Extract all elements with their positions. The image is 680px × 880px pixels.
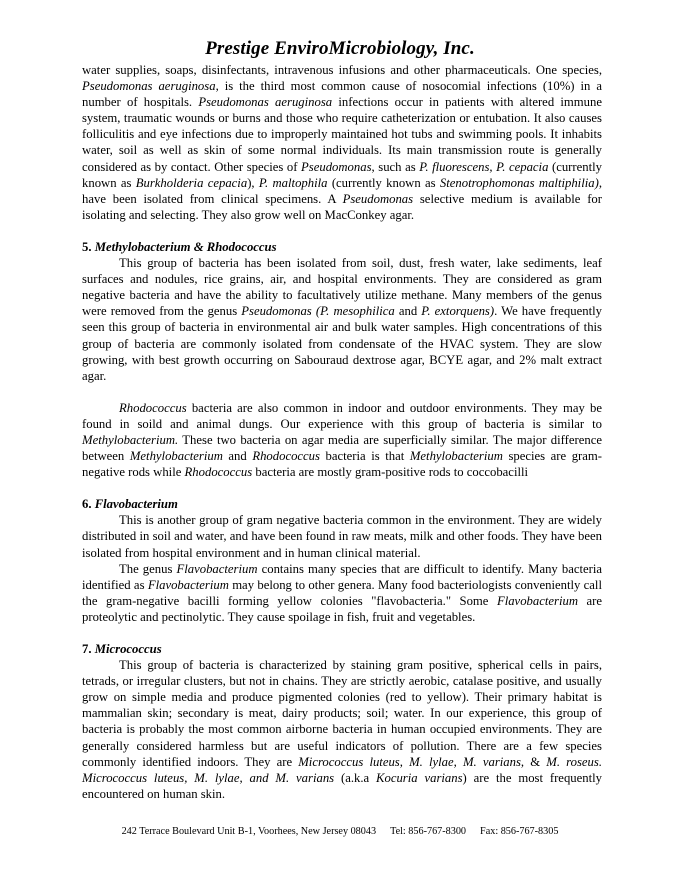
- document-body: [82, 62, 602, 802]
- text-run: This is another group of gram negative bacteria common in the environment. They are widely distributed in soil and water, and have been found in raw meats, milk and other foods. They have been isolated from hospital environment and in human clinical material.: [82, 513, 602, 560]
- text-run: ) are the most frequently encountered on human skin.: [82, 770, 602, 801]
- section-paragraph: [82, 561, 602, 625]
- footer-tel: Tel: 856-767-8300: [390, 826, 467, 837]
- italic-text: M. roseus. Micrococcus luteus, M. lylae, and M. varians: [82, 754, 603, 785]
- text-run: This group of bacteria is characterized by staining gram positive, spherical cells in pairs, tetrads, or irregular clusters, but not in chains. They are strictly aerobic, catalase positive, and usually grow on simple media and produce pigmented colonies (red to yellow). Their primary habitat is mammalian skin; secondary is meat, dairy products; soil; water. In our experience, this group of bacteria is probably the most common airborne bacteria in human occupied environments. They are generally considered harmless but are useful indicators of pollution. There are a few species commonly identified indoors. They are: [82, 658, 602, 769]
- italic-text: Micrococcus luteus, M. lylae, M. varians,: [298, 754, 525, 769]
- section-title: Methylobacterium & Rhodococcus: [94, 239, 277, 254]
- section-number: 7.: [82, 642, 92, 656]
- text-run: (a.k.a: [334, 770, 377, 785]
- section-heading-micrococcus: [82, 641, 602, 657]
- italic-text: Rhodococcus: [184, 465, 253, 480]
- italic-text: Pseudomonas: [342, 191, 414, 206]
- text-run: &: [524, 754, 547, 769]
- italic-text: Methylobacterium: [129, 449, 223, 464]
- text-run: These two bacteria on agar media are superficially similar. The major difference between: [82, 432, 602, 464]
- text-run: ),: [247, 175, 259, 190]
- section-paragraph: [82, 512, 602, 560]
- page-header: Prestige EnviroMicrobiology, Inc.: [205, 38, 475, 59]
- italic-text: Flavobacterium: [147, 577, 229, 592]
- italic-text: Pseudomonas (P. mesophilica: [241, 304, 395, 319]
- section-paragraph: [82, 657, 602, 802]
- italic-text: Stenotrophomonas maltiphilia): [439, 175, 599, 190]
- text-run: selective medium is available for isolating and selecting. They also grow well on MacConkey agar.: [82, 191, 602, 222]
- text-run: (currently known as: [82, 159, 603, 190]
- text-run: The genus: [119, 561, 177, 576]
- italic-text: Flavobacterium: [496, 593, 578, 608]
- footer-address: 242 Terrace Boulevard Unit B-1, Voorhees, New Jersey 08043: [121, 826, 377, 837]
- text-run: are proteolytic and pectinolytic. They cause spoilage in fish, fruit and vegetables.: [82, 593, 602, 624]
- italic-text: Rhodococcus: [252, 449, 320, 464]
- italic-text: Kocuria varians: [376, 770, 463, 785]
- text-run: This group of bacteria has been isolated from soil, dust, fresh water, lake sediments, leaf surfaces and nodules, rice grains, air, and hospital environments. They are considered as gram negative bacteria and have the ability to facultatively utilize methane. Many members of the genus were removed from the genus: [82, 256, 602, 319]
- section-heading-flavobacterium: [82, 496, 602, 512]
- spacer: [82, 480, 602, 496]
- italic-text: Flavobacterium: [176, 561, 258, 576]
- italic-text: P. fluorescens, P. cepacia: [419, 159, 549, 174]
- text-run: may belong to other genera. Many food bacteriologists conveniently call the gram-negative bacilli forming yellow colonies "flavobacteria." Some: [82, 577, 602, 608]
- section-number: 6.: [82, 497, 92, 512]
- text-run: , have been isolated from clinical specimens. A: [82, 175, 602, 206]
- footer-fax: Fax: 856-767-8305: [480, 826, 559, 837]
- section-number: 5.: [82, 239, 92, 254]
- italic-text: Burkholderia cepacia: [135, 175, 248, 190]
- spacer: [82, 625, 602, 641]
- italic-text: Pseudomonas: [301, 159, 372, 174]
- section-heading-methylobacterium: [82, 239, 602, 255]
- italic-text: P. extorquens): [421, 304, 495, 319]
- text-run: contains many species that are difficult to identify. Many bacteria identified as: [82, 561, 602, 592]
- section-paragraph: [82, 255, 602, 384]
- page-footer: [0, 826, 680, 837]
- text-run: species are gram-negative rods while: [82, 449, 602, 480]
- intro-paragraph: [82, 62, 602, 223]
- text-run: . We have frequently seen this group of bacteria in environmental air and bulk water samples. High concentrations of this group of bacteria are commonly isolated from condensate of the HVAC system. They are slow growing, with best growth occurring on Sabouraud dextrose agar, BCYE agar, and 2% malt extract agar.: [82, 304, 602, 383]
- spacer: [82, 384, 602, 400]
- text-run: and: [394, 304, 422, 319]
- italic-text: Pseudomonas aeruginosa: [198, 95, 333, 110]
- spacer: [82, 223, 602, 239]
- italic-text: Methylobacterium.: [82, 432, 179, 447]
- text-run: bacteria are mostly gram-positive rods to coccobacilli: [252, 465, 529, 480]
- text-run: (currently known as: [327, 175, 440, 190]
- section-paragraph: [82, 400, 602, 480]
- section-title: Flavobacterium: [94, 497, 178, 512]
- italic-text: Methylobacterium: [409, 449, 503, 464]
- text-run: bacteria is that: [319, 449, 410, 464]
- text-run: water supplies, soaps, disinfectants, intravenous infusions and other pharmaceuticals. One species,: [82, 63, 602, 77]
- italic-text: P. maltophila: [258, 175, 328, 190]
- section-title: Micrococcus: [94, 642, 162, 656]
- text-run: and: [222, 449, 253, 464]
- italic-text: Pseudomonas aeruginosa: [82, 79, 216, 94]
- text-run: infections occur in patients with altered immune system, traumatic wounds or burns and those who require catheterization or entubation. It also causes folliculitis and eye infections due to improperly maintained hot tubs and swimming pools. It inhabits water, soil as well as skin of some normal individuals. Its main transmission route is generally considered as by contact. Other species of: [82, 95, 602, 174]
- text-run: , is the third most common cause of nosocomial infections (10%) in a number of hospitals.: [82, 79, 602, 110]
- italic-text: Rhodococcus: [119, 400, 187, 415]
- text-run: bacteria are also common in indoor and outdoor environments. They may be found in soild and animal dungs. Our experience with this group of bacteria is similar to: [82, 400, 602, 431]
- text-run: , such as: [371, 159, 420, 174]
